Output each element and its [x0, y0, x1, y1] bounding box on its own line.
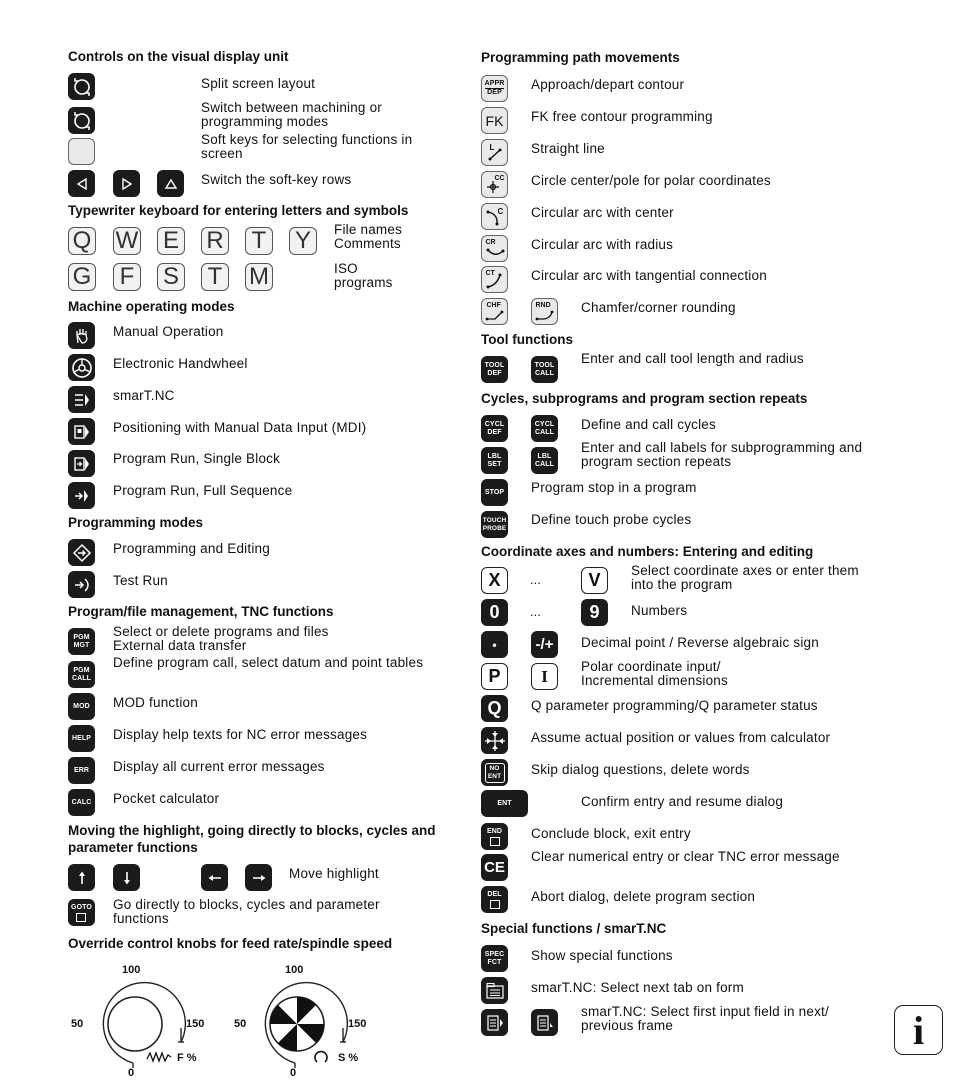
appr-dep-key[interactable]: [481, 75, 508, 102]
special-text-3: smarT.NC: Select first input field in next/ previous frame: [581, 1004, 829, 1033]
feed-label-0: 0: [128, 1067, 135, 1079]
coords-text-7: Skip dialog questions, delete words: [531, 762, 750, 777]
end-key-label: END: [486, 827, 503, 835]
visual-item-text-2: Switch between machining or programming modes: [201, 100, 382, 129]
test-run-key[interactable]: [68, 571, 95, 598]
dep-label: DEP: [485, 88, 505, 97]
cycles-text-1: Define and call cycles: [581, 417, 716, 432]
programming-mode-text-1: Programming and Editing: [113, 541, 270, 556]
file-mgmt-text-5: Display all current error messages: [113, 759, 325, 774]
coords-text-2: Numbers: [631, 603, 688, 618]
err-key[interactable]: [68, 757, 95, 784]
file-mgmt-text-4: Display help texts for NC error messages: [113, 727, 368, 742]
arrow-up-icon: [75, 870, 89, 886]
tool-def-key[interactable]: [481, 356, 508, 383]
lbl-set-label-2: SET: [487, 460, 502, 468]
pgm-mgt-label-2: MGT: [73, 641, 90, 649]
rounding-icon: [534, 301, 556, 323]
arrow-left-icon: [207, 871, 223, 885]
triangle-right-icon: [120, 177, 134, 191]
heading-moving-highlight: Moving the highlight, going directly to blocks, cycles and parameter functions: [68, 823, 436, 855]
number-0-key[interactable]: 0: [481, 599, 508, 626]
help-key-label: HELP: [71, 734, 92, 742]
feed-label-50: 50: [71, 1018, 84, 1030]
heading-override: Override control knobs for feed rate/spindle speed: [68, 936, 393, 951]
spindle-label-0: 0: [290, 1067, 297, 1079]
heading-path-movements: Programming path movements: [481, 50, 680, 65]
machine-mode-text-2: Electronic Handwheel: [113, 356, 248, 371]
machine-mode-text-5: Program Run, Single Block: [113, 451, 281, 466]
move-highlight-text: Move highlight: [289, 866, 379, 881]
smartnc-key[interactable]: [68, 386, 95, 413]
cr-key-label: CR: [485, 238, 496, 246]
pgm-call-key[interactable]: [68, 661, 95, 688]
arrow-down-icon: [120, 870, 134, 886]
calc-key-label: CALC: [71, 798, 92, 806]
lbl-call-key[interactable]: [531, 447, 558, 474]
arrow-left-key[interactable]: [201, 864, 228, 891]
file-mgmt-text-3: MOD function: [113, 695, 198, 710]
touch-probe-label-2: PROBE: [482, 524, 507, 532]
pgm-mgt-label-1: PGM: [73, 633, 90, 641]
heading-programming-modes: Programming modes: [68, 515, 204, 530]
heading-typewriter: Typewriter keyboard for entering letters and symbols: [68, 203, 409, 218]
tool-call-key[interactable]: [531, 356, 558, 383]
cycl-call-label-2: CALL: [534, 428, 555, 436]
lbl-call-label-1: LBL: [537, 452, 552, 460]
arrow-down-key[interactable]: [113, 864, 140, 891]
feed-knob-dial: [90, 980, 190, 1070]
del-key-label: DEL: [487, 890, 502, 898]
handwheel-icon: [71, 357, 93, 379]
next-frame-icon: [485, 1014, 505, 1032]
coords-text-9: Conclude block, exit entry: [531, 826, 691, 841]
chamfer-key[interactable]: [481, 298, 508, 325]
rounding-key[interactable]: [531, 298, 558, 325]
tool-def-label-2: DEF: [487, 369, 502, 377]
programming-editing-key[interactable]: [68, 539, 95, 566]
lbl-call-label-2: CALL: [534, 460, 555, 468]
cycl-def-label-2: DEF: [487, 428, 502, 436]
smartnc-icon: [72, 390, 92, 410]
hand-icon: [72, 326, 92, 346]
arrow-up-key[interactable]: [68, 864, 95, 891]
next-frame-key[interactable]: [481, 1009, 508, 1036]
prev-frame-icon: [535, 1014, 555, 1032]
spindle-rotation-icon: [313, 1049, 329, 1065]
split-screen-icon: [72, 77, 92, 97]
no-ent-label: NO ENT: [487, 764, 502, 780]
axis-v-key[interactable]: V: [581, 567, 608, 594]
feed-wave-icon: [146, 1051, 174, 1063]
calc-key[interactable]: [68, 789, 95, 816]
spindle-knob-label: S %: [338, 1052, 359, 1064]
pgm-mgt-key[interactable]: [68, 628, 95, 655]
soft-key-row-right-button[interactable]: [113, 170, 140, 197]
stop-key-label: STOP: [484, 488, 505, 496]
mdi-icon: [72, 422, 92, 442]
tangential-arc-icon: [484, 269, 506, 291]
cycl-def-key[interactable]: [481, 415, 508, 442]
q-parameter-key[interactable]: Q: [481, 695, 508, 722]
heading-special-functions: Special functions / smarT.NC: [481, 921, 667, 936]
spec-fct-label-1: SPEC: [484, 950, 505, 958]
end-key[interactable]: [481, 823, 508, 850]
pgm-call-label-1: PGM: [73, 666, 90, 674]
special-text-1: Show special functions: [531, 948, 673, 963]
heading-file-management: Program/file management, TNC functions: [68, 604, 334, 619]
ent-key[interactable]: [481, 790, 528, 817]
decimal-point-key[interactable]: •: [481, 631, 508, 658]
cycl-call-label-1: CYCL: [534, 420, 555, 428]
touch-probe-key[interactable]: [481, 511, 508, 538]
spec-fct-label-2: FCT: [487, 958, 502, 966]
cc-key-label: CC: [494, 174, 505, 182]
stop-key[interactable]: [481, 479, 508, 506]
visual-item-text-4: Switch the soft-key rows: [201, 172, 352, 187]
err-key-label: ERR: [73, 766, 90, 774]
path-text-5: Circular arc with center: [531, 205, 674, 220]
arrow-right-key[interactable]: [245, 864, 272, 891]
fk-key-label: FK: [485, 112, 504, 129]
machine-mode-text-1: Manual Operation: [113, 324, 224, 339]
goto-text: Go directly to blocks, cycles and parameter functions: [113, 897, 380, 926]
next-tab-icon: [485, 982, 505, 1000]
circle-center-key[interactable]: [481, 171, 508, 198]
coords-text-6: Assume actual position or values from calculator: [531, 730, 831, 745]
handwheel-key[interactable]: [68, 354, 95, 381]
coords-text-1: Select coordinate axes or enter them into the program: [631, 563, 859, 592]
full-sequence-key[interactable]: [68, 482, 95, 509]
line-key-label: L: [489, 142, 495, 152]
next-tab-key[interactable]: [481, 977, 508, 1004]
file-mgmt-text-6: Pocket calculator: [113, 791, 220, 806]
letter-key-s[interactable]: S: [157, 263, 185, 291]
circular-arc-radius-key[interactable]: [481, 235, 508, 262]
ent-key-label: ENT: [497, 799, 512, 807]
letter-key-w[interactable]: W: [113, 227, 141, 255]
axis-x-key[interactable]: X: [481, 567, 508, 594]
line-key[interactable]: [481, 139, 508, 166]
soft-key-row-left-button[interactable]: [68, 170, 95, 197]
actual-position-key[interactable]: [481, 727, 508, 754]
incremental-key[interactable]: I: [531, 663, 558, 690]
arrow-right-icon: [251, 871, 267, 885]
heading-cycles: Cycles, subprograms and program section repeats: [481, 391, 808, 406]
machine-mode-text-3: smarT.NC: [113, 388, 175, 403]
single-block-key[interactable]: [68, 450, 95, 477]
sign-key[interactable]: -/+: [531, 631, 558, 658]
feed-knob-label: F %: [177, 1052, 197, 1064]
programming-editing-icon: [72, 543, 92, 563]
circular-arc-center-key[interactable]: [481, 203, 508, 230]
chamfer-icon: [484, 301, 506, 323]
triangle-up-icon: [164, 177, 178, 191]
test-run-icon: [72, 575, 92, 595]
path-text-6: Circular arc with radius: [531, 237, 674, 252]
cycl-call-key[interactable]: [531, 415, 558, 442]
cycles-text-3: Program stop in a program: [531, 480, 697, 495]
polar-key[interactable]: P: [481, 663, 508, 690]
full-sequence-icon: [72, 486, 92, 506]
number-ellipsis: ...: [530, 604, 541, 619]
special-text-2: smarT.NC: Select next tab on form: [531, 980, 744, 995]
path-text-7: Circular arc with tangential connection: [531, 268, 767, 283]
tool-call-label-1: TOOL: [534, 361, 555, 369]
touch-probe-label-1: TOUCH: [482, 516, 507, 524]
path-text-3: Straight line: [531, 141, 605, 156]
heading-visual-display: Controls on the visual display unit: [68, 49, 289, 64]
coords-text-8: Confirm entry and resume dialog: [581, 794, 784, 809]
mdi-key[interactable]: [68, 418, 95, 445]
visual-item-text-1: Split screen layout: [201, 76, 316, 91]
c-key-label: C: [497, 206, 504, 216]
end-box-icon: [490, 837, 500, 846]
file-mgmt-text-2: Define program call, select datum and point tables: [113, 655, 424, 670]
del-key[interactable]: [481, 886, 508, 913]
axis-ellipsis: ...: [530, 572, 541, 587]
spindle-override-knob[interactable]: [252, 980, 352, 1070]
letter-key-g[interactable]: G: [68, 263, 96, 291]
ct-key-label: CT: [485, 269, 495, 277]
file-mgmt-text-1: Select or delete programs and files External data transfer: [113, 624, 329, 653]
letter-key-t2[interactable]: T: [201, 263, 229, 291]
radius-arc-icon: [484, 238, 506, 260]
tangential-arc-key[interactable]: [481, 266, 508, 293]
soft-key-row-up-button[interactable]: [157, 170, 184, 197]
letter-key-q[interactable]: Q: [68, 227, 96, 255]
no-ent-key[interactable]: [481, 759, 508, 786]
path-text-8: Chamfer/corner rounding: [581, 300, 736, 315]
del-box-icon: [490, 900, 500, 909]
help-key[interactable]: [68, 725, 95, 752]
tool-def-label-1: TOOL: [484, 361, 505, 369]
circle-center-icon: [484, 174, 506, 196]
manual-operation-key[interactable]: [68, 322, 95, 349]
mod-key-label: MOD: [73, 702, 90, 710]
coords-text-10: Clear numerical entry or clear TNC error message: [531, 849, 840, 864]
spec-fct-key[interactable]: [481, 945, 508, 972]
heading-tool-functions: Tool functions: [481, 332, 573, 347]
typewriter-row2-text: ISO programs: [334, 261, 393, 290]
spindle-label-150: 150: [348, 1018, 367, 1030]
feed-label-150: 150: [186, 1018, 205, 1030]
coords-text-5: Q parameter programming/Q parameter status: [531, 698, 818, 713]
info-icon: i: [894, 1005, 943, 1055]
cycles-text-4: Define touch probe cycles: [531, 512, 692, 527]
cycles-text-2: Enter and call labels for subprogramming and program section repeats: [581, 440, 863, 469]
path-text-1: Approach/depart contour: [531, 77, 685, 92]
coords-text-11: Abort dialog, delete program section: [531, 889, 756, 904]
typewriter-row1-text: File names Comments: [334, 222, 403, 251]
letter-key-f[interactable]: F: [113, 263, 141, 291]
triangle-left-icon: [75, 177, 89, 191]
coords-text-4: Polar coordinate input/ Incremental dimensions: [581, 659, 728, 688]
visual-item-text-3: Soft keys for selecting functions in screen: [201, 132, 413, 161]
goto-key[interactable]: [68, 899, 95, 926]
prev-frame-key[interactable]: [531, 1009, 558, 1036]
heading-coordinates: Coordinate axes and numbers: Entering and editing: [481, 544, 814, 559]
heading-machine-modes: Machine operating modes: [68, 299, 235, 314]
tool-call-label-2: CALL: [534, 369, 555, 377]
letter-key-m[interactable]: M: [245, 263, 273, 291]
soft-key[interactable]: [68, 138, 95, 165]
letter-key-t[interactable]: T: [245, 227, 273, 255]
actual-position-icon: [484, 730, 506, 752]
path-text-2: FK free contour programming: [531, 109, 713, 124]
machine-mode-text-4: Positioning with Manual Data Input (MDI): [113, 420, 367, 435]
spindle-knob-dial: [252, 980, 352, 1070]
letter-key-e[interactable]: E: [157, 227, 185, 255]
line-icon: [484, 142, 506, 164]
tool-text: Enter and call tool length and radius: [581, 351, 804, 366]
path-text-4: Circle center/pole for polar coordinates: [531, 173, 771, 188]
mode-switch-icon: [72, 111, 92, 131]
goto-box-icon: [76, 913, 86, 922]
letter-key-r[interactable]: R: [201, 227, 229, 255]
pgm-call-label-2: CALL: [71, 674, 92, 682]
circular-arc-icon: [484, 206, 506, 228]
letter-key-y[interactable]: Y: [289, 227, 317, 255]
coords-text-3: Decimal point / Reverse algebraic sign: [581, 635, 819, 650]
appr-label: APPR: [484, 80, 505, 87]
cycl-def-label-1: CYCL: [484, 420, 505, 428]
spindle-label-100: 100: [285, 964, 304, 976]
machine-mode-text-6: Program Run, Full Sequence: [113, 483, 293, 498]
spindle-label-50: 50: [234, 1018, 247, 1030]
single-block-icon: [72, 454, 92, 474]
feed-label-100: 100: [122, 964, 141, 976]
mod-key[interactable]: [68, 693, 95, 720]
split-screen-key[interactable]: [68, 73, 95, 100]
chf-key-label: CHF: [486, 301, 501, 309]
mode-switch-key[interactable]: [68, 107, 95, 134]
goto-key-label: GOTO: [71, 903, 92, 911]
number-9-key[interactable]: 9: [581, 599, 608, 626]
ce-key[interactable]: CE: [481, 854, 508, 881]
rnd-key-label: RND: [535, 301, 551, 309]
programming-mode-text-2: Test Run: [113, 573, 168, 588]
feed-override-knob[interactable]: [90, 980, 190, 1070]
lbl-set-key[interactable]: [481, 447, 508, 474]
fk-key[interactable]: [481, 107, 508, 134]
lbl-set-label-1: LBL: [487, 452, 502, 460]
